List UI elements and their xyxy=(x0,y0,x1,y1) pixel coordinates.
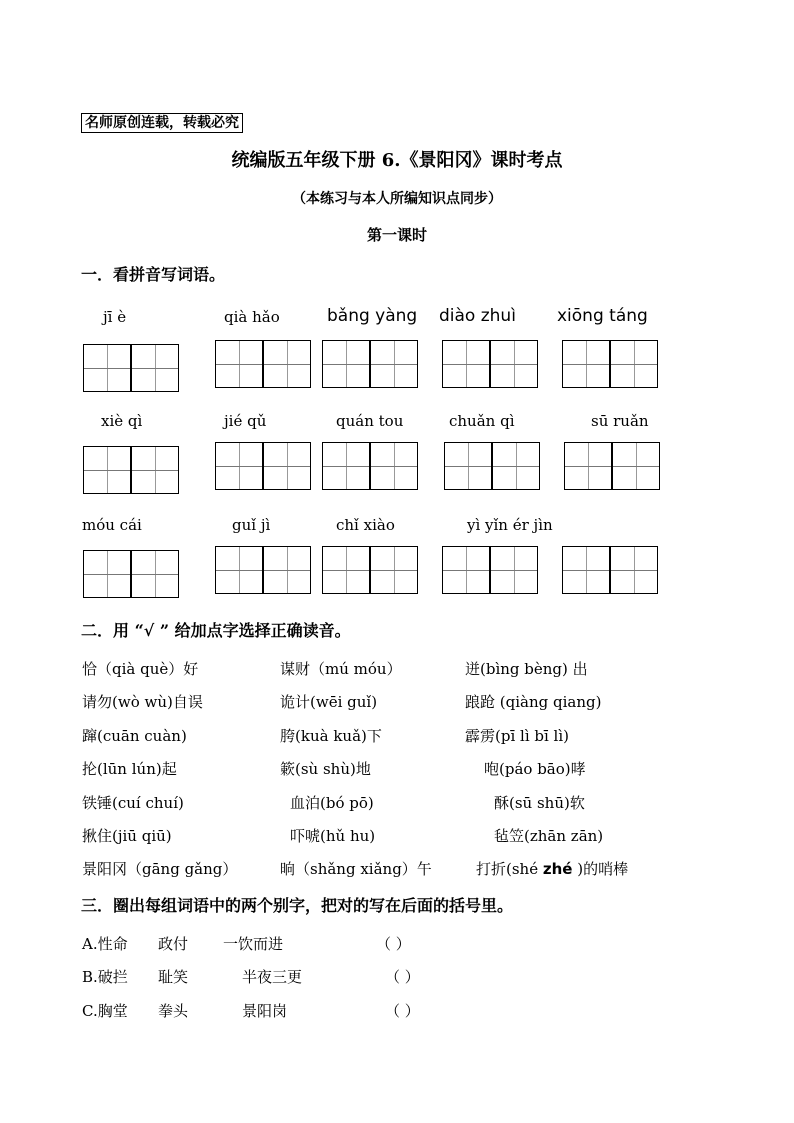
pinyin-label: sū ruǎn xyxy=(591,412,649,430)
section2-heading: 二．用 “√ ” 给加点字选择正确读音。 xyxy=(81,621,351,640)
writing-grid[interactable] xyxy=(442,546,538,594)
reading-item: 迸(bìng bèng) 出 xyxy=(465,660,588,678)
reading-item-suffix: )的哨棒 xyxy=(572,860,629,878)
writing-grid[interactable] xyxy=(215,546,311,594)
writing-grid[interactable] xyxy=(83,446,179,494)
reading-item: 景阳冈（gāng gǎng） xyxy=(82,860,238,878)
page-title: 统编版五年级下册 6.《景阳冈》课时考点 xyxy=(231,150,563,171)
writing-grid[interactable] xyxy=(564,442,660,490)
typo-row-word: 一饮而进 xyxy=(223,935,284,953)
answer-parentheses[interactable]: （ ） xyxy=(376,935,411,953)
page-subtitle: （本练习与本人所编知识点同步） xyxy=(292,191,502,207)
reading-item: 铁锤(cuí chuí) xyxy=(82,794,184,812)
reading-item: 蹿(cuān cuàn) xyxy=(82,727,187,745)
pinyin-label: diào zhuì xyxy=(439,306,516,326)
pinyin-label: bǎng yàng xyxy=(327,306,418,326)
reading-item: 诡计(wēi guǐ) xyxy=(280,693,378,711)
lesson-label: 第一课时 xyxy=(366,226,427,244)
reading-item: 血泊(bó pō) xyxy=(290,794,374,812)
typo-row-word: 耻笑 xyxy=(158,968,189,986)
reading-item: 晌（shǎng xiǎng）午 xyxy=(280,860,432,878)
writing-grid[interactable] xyxy=(215,340,311,388)
writing-grid[interactable] xyxy=(83,344,179,392)
typo-row-word: 景阳岗 xyxy=(242,1002,288,1020)
writing-grid[interactable] xyxy=(562,340,658,388)
writing-grid[interactable] xyxy=(444,442,540,490)
writing-grid[interactable] xyxy=(562,546,658,594)
writing-grid[interactable] xyxy=(322,442,418,490)
pinyin-label: chǐ xiào xyxy=(336,516,395,534)
pinyin-label: jī è xyxy=(103,308,127,326)
pinyin-label: xiōng táng xyxy=(557,306,648,326)
pinyin-label: chuǎn qì xyxy=(449,412,515,430)
typo-row-label: B.破拦 xyxy=(82,968,128,986)
reading-item: 恰（qià què）好 xyxy=(82,660,199,678)
copyright-stamp: 名师原创连载，转载必究 xyxy=(81,113,243,133)
reading-item: 簌(sù shù)地 xyxy=(280,760,371,778)
reading-item: 毡笠(zhān zān) xyxy=(494,827,604,845)
reading-item: 谋财（mú móu） xyxy=(280,660,402,678)
reading-item: 吓唬(hǔ hu) xyxy=(290,827,376,845)
reading-item: 酥(sū shū)软 xyxy=(494,794,585,812)
writing-grid[interactable] xyxy=(322,340,418,388)
reading-item: 抡(lūn lún)起 xyxy=(82,760,177,778)
reading-item: 咆(páo bāo)哮 xyxy=(484,760,586,778)
reading-item-bold: zhé xyxy=(542,860,573,878)
reading-item: 揪住(jiū qiū) xyxy=(82,827,172,845)
pinyin-label: xiè qì xyxy=(101,412,143,430)
writing-grid[interactable] xyxy=(83,550,179,598)
typo-row-label: C.胸堂 xyxy=(82,1002,128,1020)
pinyin-label: quán tou xyxy=(336,412,404,430)
writing-grid[interactable] xyxy=(215,442,311,490)
pinyin-label: jié qǔ xyxy=(224,412,267,430)
typo-row-word: 政付 xyxy=(158,935,189,953)
typo-row-label: A.性命 xyxy=(82,935,128,953)
section1-heading: 一．看拼音写词语。 xyxy=(81,265,226,284)
reading-item: 霹雳(pī lì bī lì) xyxy=(465,727,569,745)
reading-item: 胯(kuà kuǎ)下 xyxy=(280,727,382,745)
writing-grid[interactable] xyxy=(442,340,538,388)
pinyin-label: qià hǎo xyxy=(224,308,280,326)
pinyin-label: yì yǐn ér jìn xyxy=(467,516,553,534)
reading-item-prefix: 打折(shé xyxy=(476,860,543,878)
pinyin-label: móu cái xyxy=(82,516,142,534)
answer-parentheses[interactable]: （ ） xyxy=(385,1002,420,1020)
typo-row-word: 拳头 xyxy=(158,1002,189,1020)
pinyin-label: guǐ jì xyxy=(232,516,271,534)
reading-item: 请勿(wò wù)自误 xyxy=(82,693,203,711)
reading-item: 踉跄 (qiàng qiang) xyxy=(465,693,602,711)
answer-parentheses[interactable]: （ ） xyxy=(385,968,420,986)
reading-item xyxy=(476,858,628,879)
typo-row-word: 半夜三更 xyxy=(242,968,303,986)
section3-heading: 三．圈出每组词语中的两个别字，把对的写在后面的括号里。 xyxy=(81,896,514,915)
writing-grid[interactable] xyxy=(322,546,418,594)
